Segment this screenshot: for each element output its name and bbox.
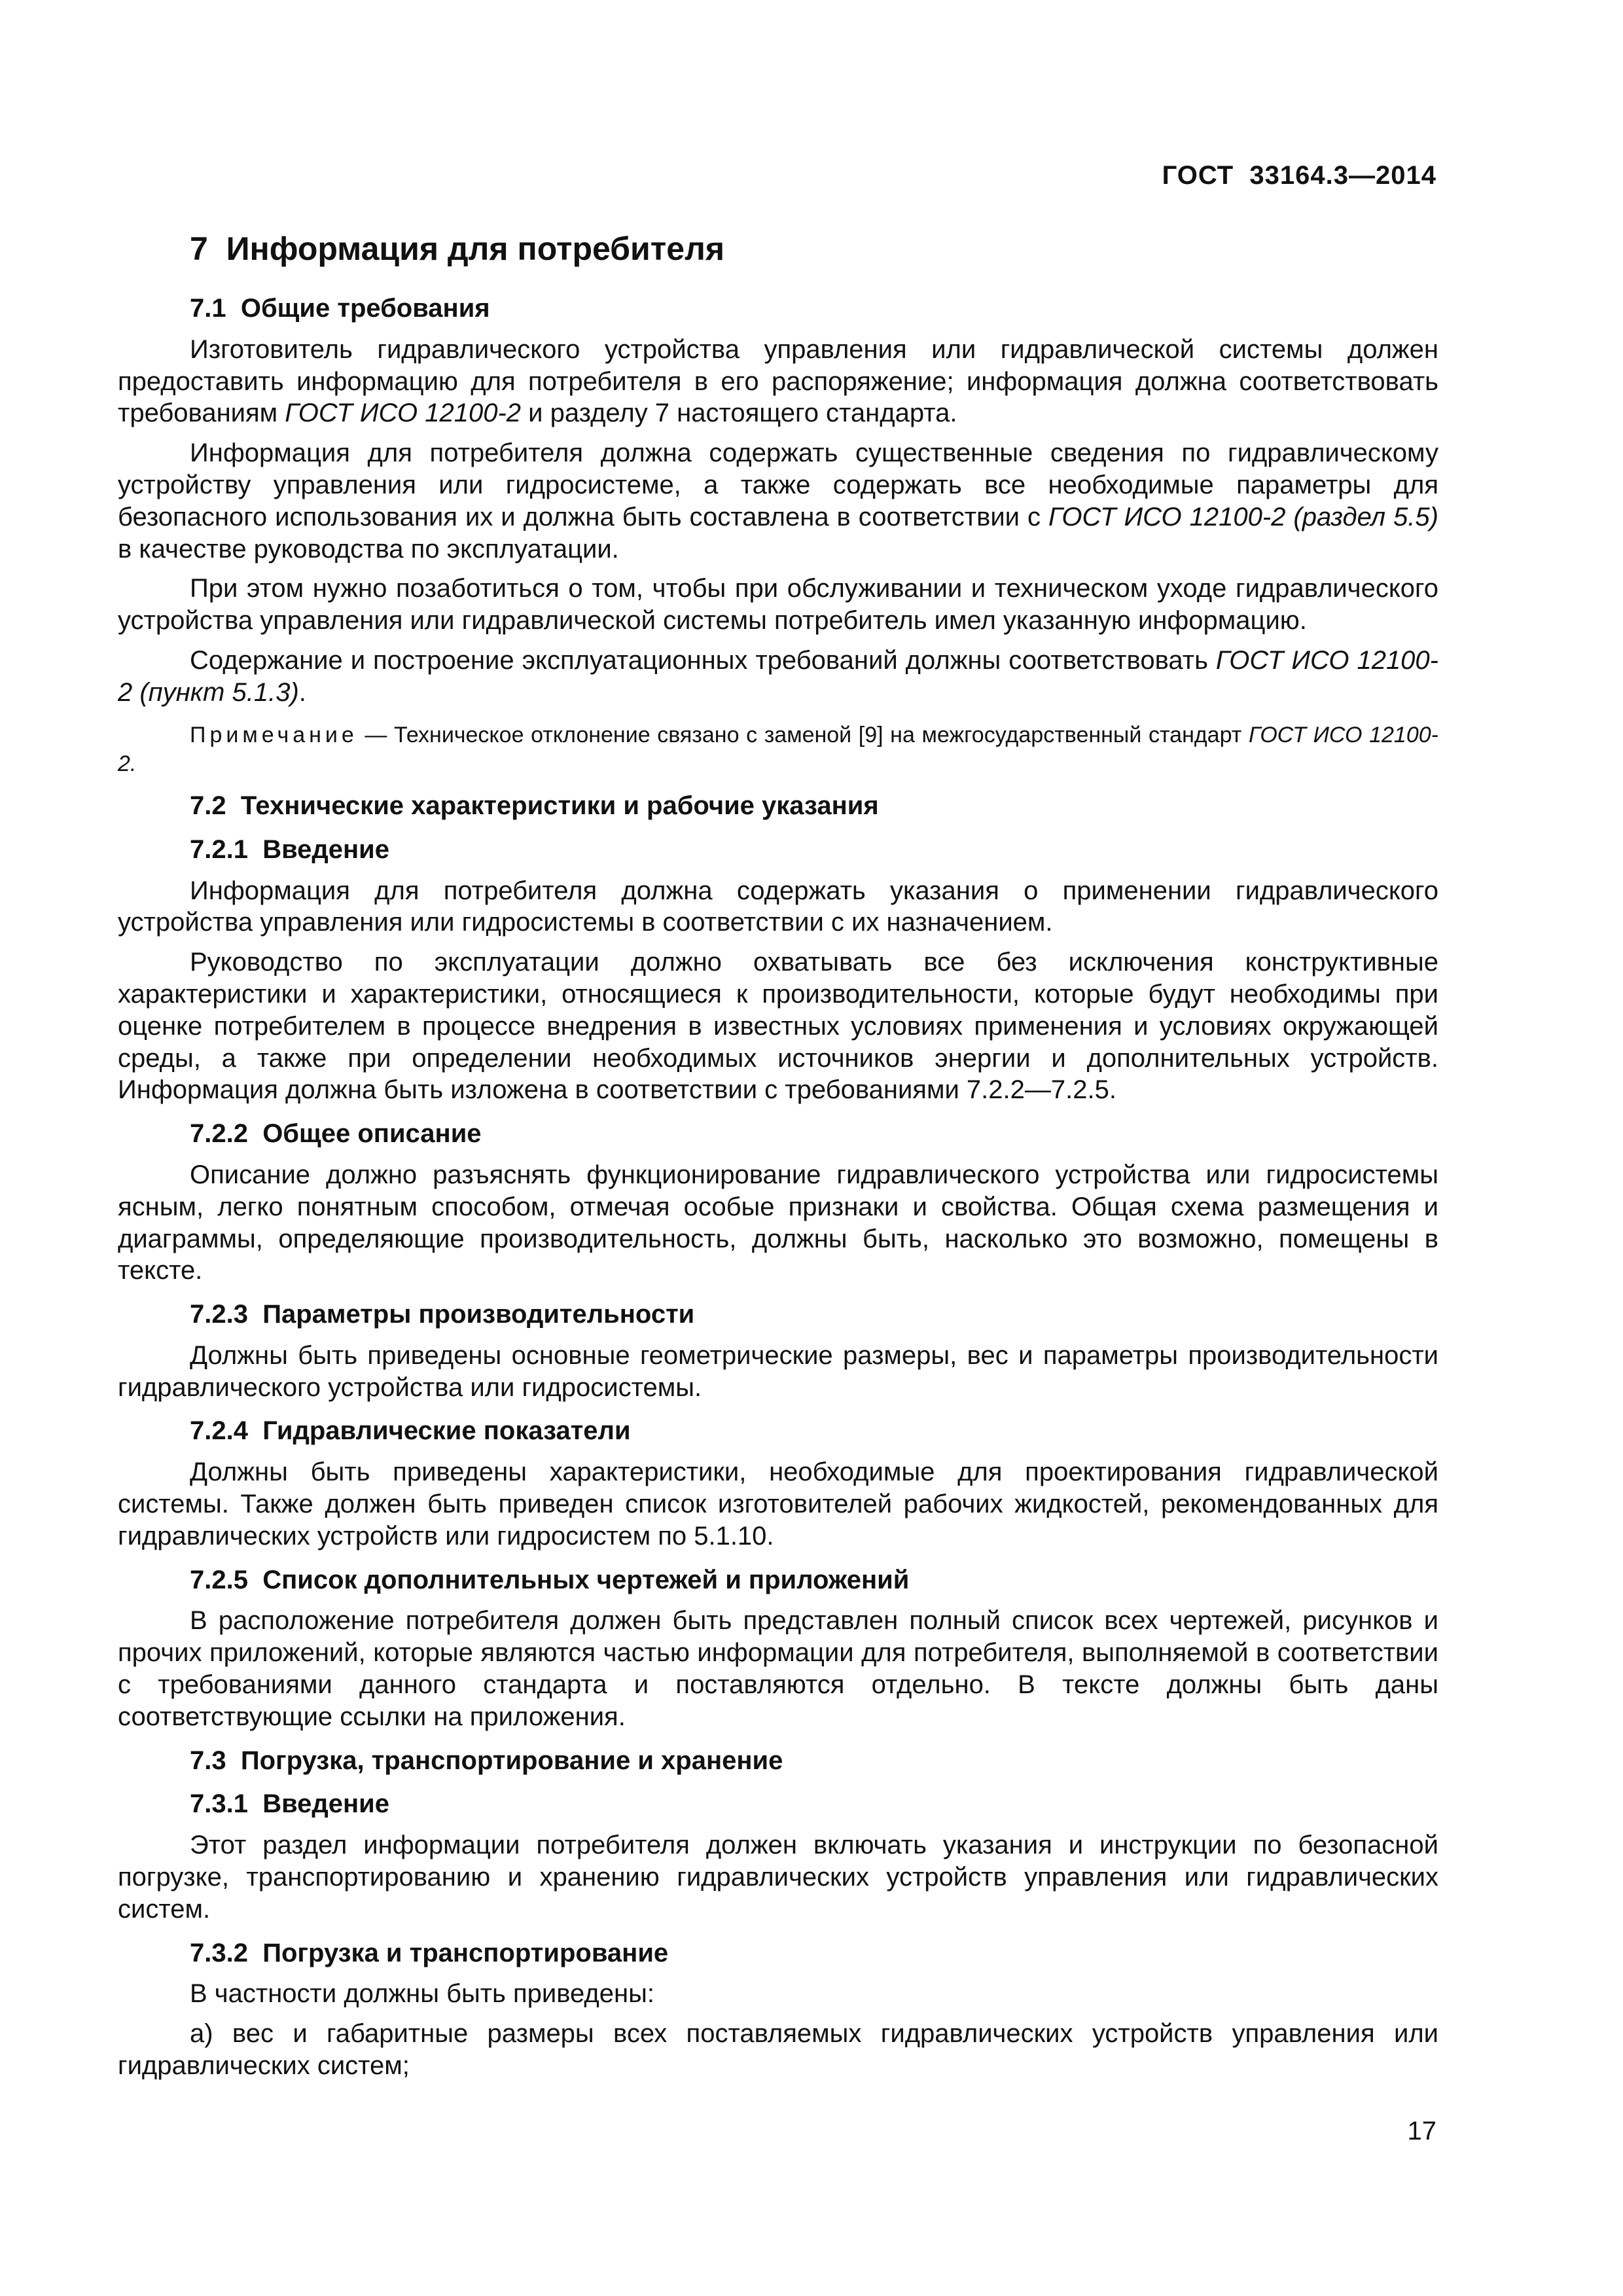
text-run: . bbox=[298, 677, 306, 707]
note bbox=[118, 721, 1438, 778]
note-label: Примечание bbox=[190, 722, 358, 747]
page-number: 17 bbox=[1407, 2117, 1436, 2145]
paragraph-7-1-3: При этом нужно позаботиться о том, чтобы при обслуживании и техническом уходе гидравлического устройства управления или гидравлической системы потребитель имел указанную информацию. bbox=[118, 574, 1438, 636]
section-7-2-1-title: 7.2.1 Введение bbox=[190, 834, 390, 864]
paragraph-7-2-2-1: Описание должно разъяснять функционирование гидравлического устройства или гидросистемы ясным, легко понятным способом, отмечая особые признаки и свойства. Общая схема размещения и диаграммы, определяющие производительность, должны быть, насколько это возможно, помещены в тексте. bbox=[118, 1160, 1438, 1285]
section-7-2-title: 7.2 Технические характеристики и рабочие указания bbox=[190, 791, 879, 820]
paragraph-7-2-1-2: Руководство по эксплуатации должно охватывать все без исключения конструктивные характеристики и характеристики, относящиеся к производительности, которые будут необходимы при оценке потребителем в процессе внедрения в известных условиях применения и условиях окружающей среды, а также при определении необходимых источников энергии и дополнительных устройств. Информация должна быть изложена в соответствии с требованиями 7.2.2—7.2.5. bbox=[118, 948, 1438, 1105]
section-7-2-3-title: 7.2.3 Параметры производительности bbox=[190, 1300, 695, 1329]
paragraph-7-2-3-1: Должны быть приведены основные геометрические размеры, вес и параметры производительности гидравлического устройства или гидросистемы. bbox=[118, 1340, 1438, 1402]
standard-reference: ГОСТ ИСО 12100-2. bbox=[118, 722, 1438, 776]
paragraph-7-1-2 bbox=[118, 437, 1438, 565]
paragraph-7-3-1-1: Этот раздел информации потребителя должен включать указания и инструкции по безопасной погрузке, транспортированию и хранению гидравлических устройств управления или гидравлических систем. bbox=[118, 1831, 1438, 1924]
section-7-3-title: 7.3 Погрузка, транспортирование и хранение bbox=[190, 1746, 783, 1775]
paragraph-7-1-4 bbox=[118, 645, 1438, 709]
paragraph-7-2-1-1: Информация для потребителя должна содержать указания о применении гидравлического устройства управления или гидросистемы в соответствии с их назначением. bbox=[118, 876, 1438, 937]
paragraph-7-3-2-1: В частности должны быть приведены: bbox=[190, 1979, 654, 2009]
text-run: в качестве руководства по эксплуатации. bbox=[118, 534, 619, 564]
section-7-2-4-title: 7.2.4 Гидравлические показатели bbox=[190, 1416, 631, 1446]
section-7-3-2-title: 7.3.2 Погрузка и транспортирование bbox=[190, 1938, 669, 1967]
paragraph-7-2-4-1: Должны быть приведены характеристики, необходимые для проектирования гидравлической системы. Также должен быть приведен список изготовителей рабочих жидкостей, рекомендованных для гидравлических устройств или гидросистем по 5.1.10. bbox=[118, 1458, 1438, 1551]
text-run: Изготовитель гидравлического устройства управления или гидравлической системы должен предоставить информацию для потребителя в его распоряжение; информация должна соответствовать требованиям bbox=[118, 334, 1438, 428]
section-7-3-1-title: 7.3.1 Введение bbox=[190, 1789, 390, 1819]
list-item-a: а) вес и габаритные размеры всех поставляемых гидравлических устройств управления или гидравлических систем; bbox=[118, 2019, 1438, 2081]
page-content bbox=[118, 229, 1438, 2082]
paragraph-7-2-5-1: В расположение потребителя должен быть представлен полный список всех чертежей, рисунков и прочих приложений, которые являются частью информации для потребителя, выполняемой в соответствии с требованиями данного стандарта и поставляются отдельно. В тексте должны быть даны соответствующие ссылки на приложения. bbox=[118, 1606, 1438, 1731]
standard-reference: ГОСТ ИСО 12100-2 bbox=[285, 399, 522, 428]
section-7-2-2-title: 7.2.2 Общее описание bbox=[190, 1119, 482, 1149]
section-7-1-title: 7.1 Общие требования bbox=[190, 294, 490, 323]
standard-reference: ГОСТ ИСО 12100-2 (пункт 5.1.3) bbox=[118, 645, 1438, 707]
note-text: — Техническое отклонение связано с заменой [9] на межгосударственный стандарт bbox=[357, 722, 1249, 747]
text-run: и разделу 7 настоящего стандарта. bbox=[521, 399, 957, 428]
section-7-2-5-title: 7.2.5 Список дополнительных чертежей и приложений bbox=[190, 1565, 910, 1594]
text-run: Содержание и построение эксплуатационных требований должны соответствовать bbox=[190, 645, 1216, 675]
text-run: Информация для потребителя должна содержать существенные сведения по гидравлическому устройству управления или гидросистеме, а также содержать все необходимые параметры для безопасного использования их и должна быть составлена в соответствии с bbox=[118, 439, 1438, 531]
section-7-title: 7 Информация для потребителя bbox=[190, 230, 725, 267]
paragraph-7-1-1 bbox=[118, 334, 1438, 429]
standard-code: ГОСТ 33164.3—2014 bbox=[1162, 161, 1436, 190]
standard-reference: ГОСТ ИСО 12100-2 (раздел 5.5) bbox=[1048, 502, 1438, 531]
